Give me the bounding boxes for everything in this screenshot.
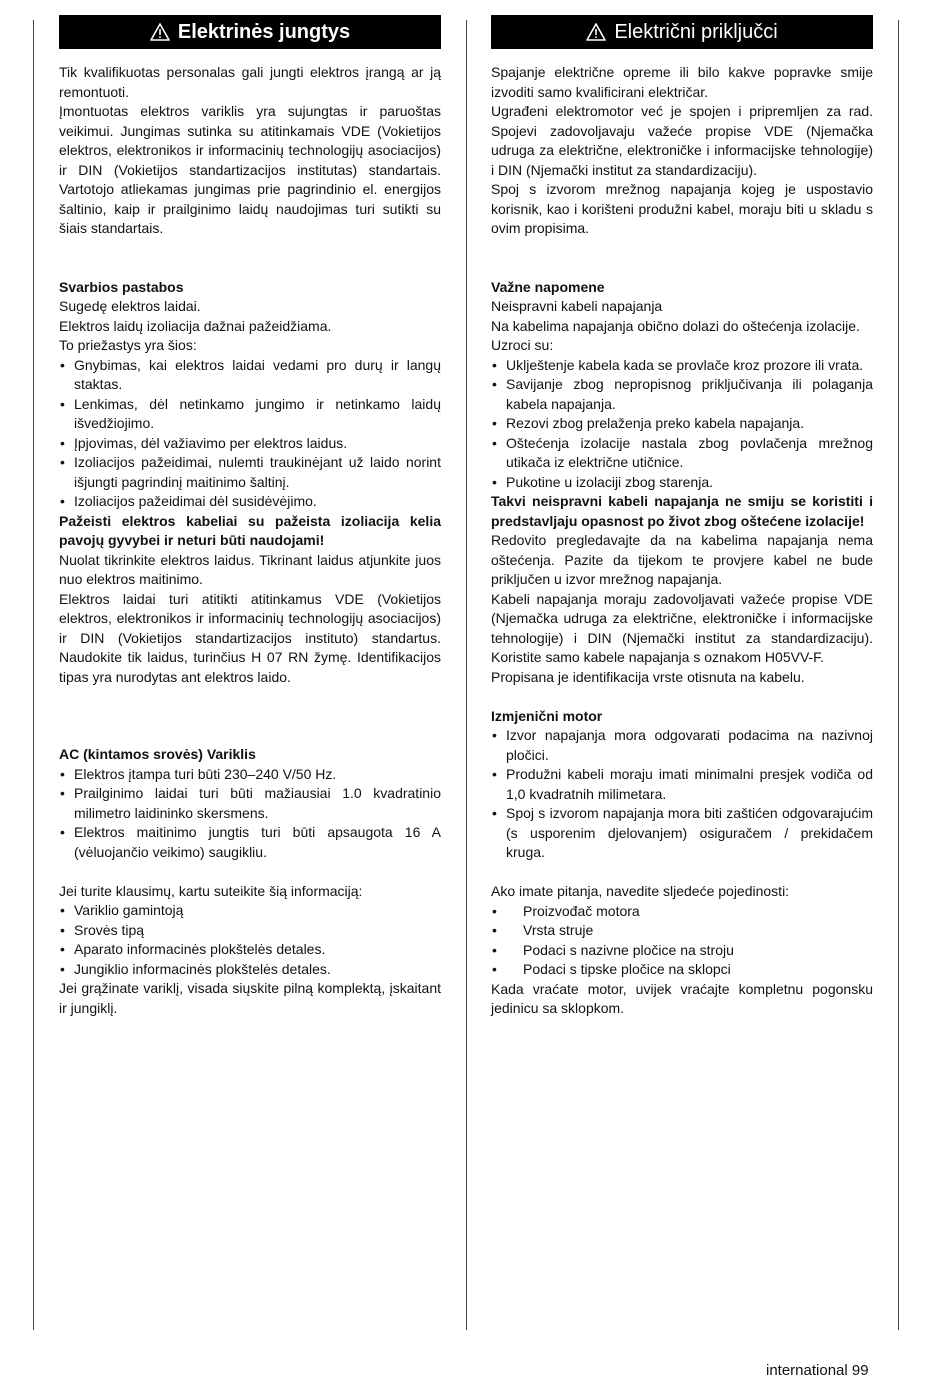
warning-triangle-icon: [586, 23, 606, 41]
list-item: • Proizvođač motora: [491, 902, 873, 922]
right-questions-intro: Ako imate pitanja, navedite sljedeće pojedinosti:: [491, 883, 790, 899]
left-intro-2: Įmontuotas elektros variklis yra sujungtas ir paruoštas veikimui. Jungimas sutinka su atitinkamais VDE (Vokietijos elektros, elektronikos ir informacinių technologijų asociacijos) ir DIN (Vokietijos standartizacijos institutas) standartais. Vartotojo atliekamas jungimas prie pagrindinio el. energijos šaltinio, kaip ir prailginimo laidų naudojimas turi sutikti su šiais standartais.: [59, 103, 441, 236]
list-item: • Izoliacijos pažeidimai, nulemti traukinėjant už laido norint išjungti pagrindinį maitinimo šaltinį.: [59, 453, 441, 492]
right-after-warning-2: Kabeli napajanja moraju zadovoljavati važeće propise VDE (Njemačka udruga za električne, elektroničke i informacijske tehnologije) i DIN (Njemački institut za standardizaciju). Koristite samo kabele napajanja s oznakom H05VV-F.: [491, 590, 873, 665]
left-notes-line-2: Elektros laidų izoliacija dažnai pažeidžiama.: [59, 317, 332, 334]
left-header-title: Elektrinės jungtys: [177, 20, 351, 43]
right-notes-line-2: Na kabelima napajanja obično dolazi do oštećenja izolacije.: [491, 317, 860, 334]
list-item: • Prailginimo laidai turi būti mažiausiai 1.0 kvadratinio milimetro laidininko skersmens.: [59, 784, 441, 823]
left-questions-intro: Jei turite klausimų, kartu suteikite šią informaciją:: [59, 882, 363, 899]
right-after-warning-3: Propisana je identifikacija vrste otisnuta na kabelu.: [491, 668, 805, 685]
list-item: • Podaci s tipske pločice na sklopci: [491, 960, 873, 980]
left-warning: Pažeisti elektros kabeliai su pažeista izoliacija kelia pavojų gyvybei ir neturi būti naudojami!: [59, 512, 441, 548]
left-motor-list: [59, 765, 441, 863]
left-notes-line-3: To priežastys yra šios:: [59, 337, 197, 353]
warning-triangle-icon: [150, 23, 170, 41]
left-notes-list: [59, 356, 441, 512]
list-item: • Izvor napajanja mora odgovarati podacima na nazivnoj pločici.: [491, 726, 873, 765]
list-item: • Savijanje zbog nepropisnog priključivanja ili polaganja kabela napajanja.: [491, 375, 873, 414]
center-divider-line: [466, 20, 467, 1330]
left-margin-line: [33, 20, 34, 1330]
right-header-title: Električni priključci: [614, 20, 778, 43]
list-item: • Srovės tipą: [59, 921, 441, 941]
right-intro-1: Spajanje električne opreme ili bilo kakve popravke smije izvoditi samo kvalificirani električar.: [491, 64, 873, 100]
left-closing: Jei grąžinate variklį, visada siųskite pilną komplektą, įskaitant ir jungiklį.: [59, 980, 441, 1016]
right-questions-list: [491, 902, 873, 980]
left-header: [59, 15, 441, 49]
list-item: • Oštećenja izolacije nastala zbog povlačenja mrežnog utikača iz električne utičnice.: [491, 434, 873, 473]
list-item: • Variklio gamintoją: [59, 901, 441, 921]
right-closing: Kada vraćate motor, uvijek vraćajte kompletnu pogonsku jedinicu sa sklopkom.: [491, 980, 873, 1016]
left-after-warning-2: Elektros laidai turi atitikti atitinkamus VDE (Vokietijos elektros, elektronikos ir informacinių technologijų asociacijos) ir DIN (Vokietijos standartizacijos instituto) standartus. Naudokite tik laidus, turinčius H 07 RN žymę. Identifikacijos tipas yra nurodytas ant elektros laido.: [59, 590, 441, 685]
list-item: • Podaci s nazivne pločice na stroju: [491, 941, 873, 961]
right-motor-title: Izmjenični motor: [491, 707, 603, 724]
right-notes-line-1: Neispravni kabeli napajanja: [491, 298, 663, 314]
left-questions-list: [59, 901, 441, 979]
right-warning: Takvi neispravni kabeli napajanja ne smiju se koristiti i predstavljaju opasnost po život zbog oštećene izolacije!: [491, 493, 873, 529]
page-footer: international 99: [766, 1362, 869, 1379]
list-item: • Spoj s izvorom napajanja mora biti zaštićen odgovarajućim (s usporenim djelovanjem) osiguračem / prekidačem kruga.: [491, 804, 873, 863]
list-item: • Rezovi zbog prelaženja preko kabela napajanja.: [491, 414, 873, 434]
list-item: • Uklještenje kabela kada se provlače kroz prozore ili vrata.: [491, 356, 873, 376]
list-item: • Vrsta struje: [491, 921, 873, 941]
list-item: • Lenkimas, dėl netinkamo jungimo ir netinkamo laidų išvedžiojimo.: [59, 395, 441, 434]
left-notes-line-1: Sugedę elektros laidai.: [59, 298, 201, 314]
list-item: • Pukotine u izolaciji zbog starenja.: [491, 473, 873, 493]
right-notes-list: [491, 356, 873, 493]
right-after-warning-1: Redovito pregledavajte da na kabelima napajanja nema oštećenja. Pazite da tijekom te provjere kabel ne bude priključen u izvor mrežnog napajanja.: [491, 532, 873, 587]
right-notes-line-3: Uzroci su:: [491, 337, 554, 353]
list-item: • Elektros įtampa turi būti 230–240 V/50 Hz.: [59, 765, 441, 785]
list-item: • Produžni kabeli moraju imati minimalni presjek vodiča od 1,0 kvadratnih milimetara.: [491, 765, 873, 804]
left-notes-title: Svarbios pastabos: [59, 278, 184, 295]
left-after-warning-1: Nuolat tikrinkite elektros laidus. Tikrinant laidus atjunkite juos nuo elektros maitinimo.: [59, 551, 441, 587]
right-intro-3: Spoj s izvorom mrežnog napajanja kojeg je uspostavio korisnik, kao i korišteni produžni kabel, moraju biti u skladu s ovim propisima.: [491, 181, 873, 236]
left-motor-title: AC (kintamos srovės) Variklis: [59, 746, 256, 762]
list-item: • Izoliacijos pažeidimai dėl susidėvėjimo.: [59, 492, 441, 512]
right-column: [491, 15, 873, 1019]
right-header: [491, 15, 873, 49]
list-item: • Jungiklio informacinės plokštelės detales.: [59, 960, 441, 980]
right-margin-line: [898, 20, 899, 1330]
left-intro-1: Tik kvalifikuotas personalas gali jungti elektros įrangą ar ją remontuoti.: [59, 64, 441, 100]
list-item: • Įpjovimas, dėl važiavimo per elektros laidus.: [59, 434, 441, 454]
right-intro-2: Ugrađeni elektromotor već je spojen i pripremljen za rad. Spojevi zadovoljavaju važeće propise VDE (Njemačka udruga za električne, elektroničke i informacijske tehnologije) i DIN (Njemački institut za standardizaciju).: [491, 103, 873, 178]
list-item: • Elektros maitinimo jungtis turi būti apsaugota 16 A (vėluojančio veikimo) saugikliu.: [59, 823, 441, 862]
right-motor-list: [491, 726, 873, 863]
list-item: • Aparato informacinės plokštelės detales.: [59, 940, 441, 960]
list-item: • Gnybimas, kai elektros laidai vedami pro durų ir langų staktas.: [59, 356, 441, 395]
right-notes-title: Važne napomene: [491, 278, 605, 295]
left-column: [59, 15, 441, 1018]
